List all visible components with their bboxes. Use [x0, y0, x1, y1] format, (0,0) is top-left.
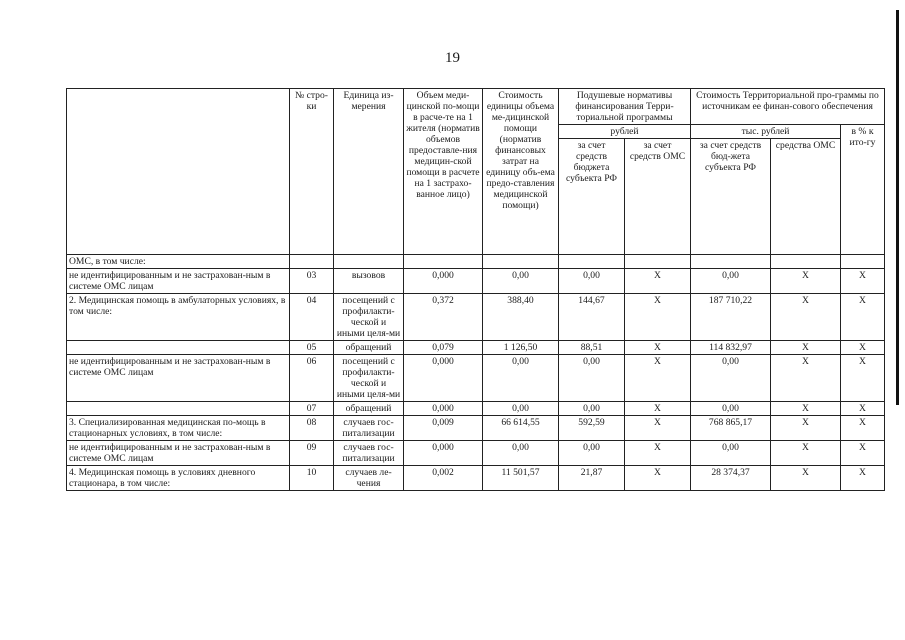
row-cost-percent: X [841, 466, 885, 491]
row-per-capita-budget: 0,00 [559, 269, 625, 294]
header-program-cost-group: Стоимость Территориальной про-граммы по источникам ее финан-сового обеспечения [691, 89, 885, 125]
row-unit-cost: 1 126,50 [483, 341, 559, 355]
row-cost-budget: 768 865,17 [691, 416, 771, 441]
table-row [67, 441, 885, 466]
row-label [67, 341, 290, 355]
header-per-capita-group: Подушевые нормативы финансирования Терри-ториальной программы [559, 89, 691, 125]
row-cost-percent: X [841, 269, 885, 294]
row-label: ОМС, в том числе: [67, 255, 290, 269]
row-cost-percent: X [841, 402, 885, 416]
row-unit: случаев гос-питализации [334, 416, 404, 441]
row-unit: посещений с профилакти-ческой и иными целя-ми [334, 294, 404, 341]
row-cost-budget: 28 374,37 [691, 466, 771, 491]
row-cost-budget: 0,00 [691, 402, 771, 416]
row-per-capita-budget: 0,00 [559, 402, 625, 416]
row-volume: 0,000 [404, 441, 483, 466]
row-number: 03 [290, 269, 334, 294]
row-cost-percent: X [841, 341, 885, 355]
header-per-capita-oms: за счет средств ОМС [625, 139, 691, 255]
row-unit-cost: 388,40 [483, 294, 559, 341]
row-cost-percent: X [841, 294, 885, 341]
header-unit: Единица из-мерения [334, 89, 404, 255]
row-unit-cost: 0,00 [483, 441, 559, 466]
row-cost-oms: X [771, 416, 841, 441]
row-number: 05 [290, 341, 334, 355]
row-label: не идентифицированным и не застрахован-ным в системе ОМС лицам [67, 269, 290, 294]
row-cost-oms: X [771, 355, 841, 402]
table-row [67, 416, 885, 441]
header-cost-oms: средства ОМС [771, 139, 841, 255]
header-cost-percent: в % к ито-гу [841, 125, 885, 255]
row-volume: 0,000 [404, 269, 483, 294]
row-per-capita-oms: X [625, 402, 691, 416]
row-cost-oms: X [771, 402, 841, 416]
row-per-capita-oms: X [625, 466, 691, 491]
row-unit: посещений с профилакти-ческой и иными целя-ми [334, 355, 404, 402]
row-cost-percent: X [841, 441, 885, 466]
row-per-capita-oms: X [625, 416, 691, 441]
page-number: 19 [445, 50, 460, 66]
header-cost-unit: тыс. рублей [691, 125, 841, 139]
row-cost-budget: 0,00 [691, 269, 771, 294]
header-per-capita-budget: за счет средств бюджета субъекта РФ [559, 139, 625, 255]
row-per-capita-budget: 144,67 [559, 294, 625, 341]
row-cost-oms: X [771, 294, 841, 341]
row-per-capita-budget [559, 255, 625, 269]
row-label: 3. Специализированная медицинская по-мощь в стационарных условиях, в том числе: [67, 416, 290, 441]
row-label: не идентифицированным и не застрахован-ным в системе ОМС лицам [67, 355, 290, 402]
row-label: 4. Медицинская помощь в условиях дневного стационара, в том числе: [67, 466, 290, 491]
row-volume: 0,079 [404, 341, 483, 355]
row-number: 07 [290, 402, 334, 416]
row-cost-oms: X [771, 441, 841, 466]
row-cost-budget [691, 255, 771, 269]
row-unit-cost: 0,00 [483, 402, 559, 416]
row-cost-budget: 0,00 [691, 441, 771, 466]
row-cost-budget: 0,00 [691, 355, 771, 402]
row-per-capita-budget: 21,87 [559, 466, 625, 491]
row-unit [334, 255, 404, 269]
row-label [67, 402, 290, 416]
row-unit-cost: 11 501,57 [483, 466, 559, 491]
row-cost-oms: X [771, 269, 841, 294]
row-unit-cost [483, 255, 559, 269]
header-per-capita-unit: рублей [559, 125, 691, 139]
row-volume: 0,000 [404, 402, 483, 416]
row-per-capita-budget: 0,00 [559, 355, 625, 402]
row-unit: обращений [334, 341, 404, 355]
row-per-capita-budget: 88,51 [559, 341, 625, 355]
row-volume: 0,372 [404, 294, 483, 341]
row-volume: 0,009 [404, 416, 483, 441]
table-row [67, 355, 885, 402]
row-label: не идентифицированным и не застрахован-ным в системе ОМС лицам [67, 441, 290, 466]
table-row [67, 269, 885, 294]
row-per-capita-oms: X [625, 441, 691, 466]
row-cost-budget: 114 832,97 [691, 341, 771, 355]
header-row-number: № стро-ки [290, 89, 334, 255]
table-row [67, 341, 885, 355]
row-unit-cost: 0,00 [483, 269, 559, 294]
row-unit: обращений [334, 402, 404, 416]
row-volume: 0,000 [404, 355, 483, 402]
program-cost-table [66, 88, 885, 491]
row-per-capita-oms [625, 255, 691, 269]
row-number: 10 [290, 466, 334, 491]
row-cost-oms [771, 255, 841, 269]
row-unit-cost: 0,00 [483, 355, 559, 402]
page-edge-line [896, 10, 899, 405]
header-label-cell [67, 89, 290, 255]
header-cost-budget: за счет средств бюд-жета субъекта РФ [691, 139, 771, 255]
header-row-1 [67, 89, 885, 125]
row-unit-cost: 66 614,55 [483, 416, 559, 441]
row-cost-percent: X [841, 416, 885, 441]
header-unit-cost: Стоимость единицы объема ме-дицинской помощи (норматив финансовых затрат на единицу объ-ема предо-ставления медицинской помощи) [483, 89, 559, 255]
row-cost-budget: 187 710,22 [691, 294, 771, 341]
row-cost-percent: X [841, 355, 885, 402]
table-row [67, 294, 885, 341]
row-per-capita-oms: X [625, 294, 691, 341]
row-cost-oms: X [771, 341, 841, 355]
row-cost-percent [841, 255, 885, 269]
row-label: 2. Медицинская помощь в амбулаторных условиях, в том числе: [67, 294, 290, 341]
header-volume: Объем меди-цинской по-мощи в расче-те на 1 жителя (норматив объемов предоставле-ния медицин-ской помощи в расчете на 1 застрахо-ванное лицо) [404, 89, 483, 255]
row-unit: случаев гос-питализации [334, 441, 404, 466]
row-number [290, 255, 334, 269]
row-unit: случаев ле-чения [334, 466, 404, 491]
table-row [67, 466, 885, 491]
row-number: 09 [290, 441, 334, 466]
row-per-capita-oms: X [625, 341, 691, 355]
row-volume [404, 255, 483, 269]
row-unit: вызовов [334, 269, 404, 294]
table-row [67, 255, 885, 269]
row-per-capita-oms: X [625, 269, 691, 294]
row-number: 08 [290, 416, 334, 441]
row-per-capita-oms: X [625, 355, 691, 402]
row-cost-oms: X [771, 466, 841, 491]
row-per-capita-budget: 0,00 [559, 441, 625, 466]
row-volume: 0,002 [404, 466, 483, 491]
table-row [67, 402, 885, 416]
row-per-capita-budget: 592,59 [559, 416, 625, 441]
row-number: 04 [290, 294, 334, 341]
row-number: 06 [290, 355, 334, 402]
